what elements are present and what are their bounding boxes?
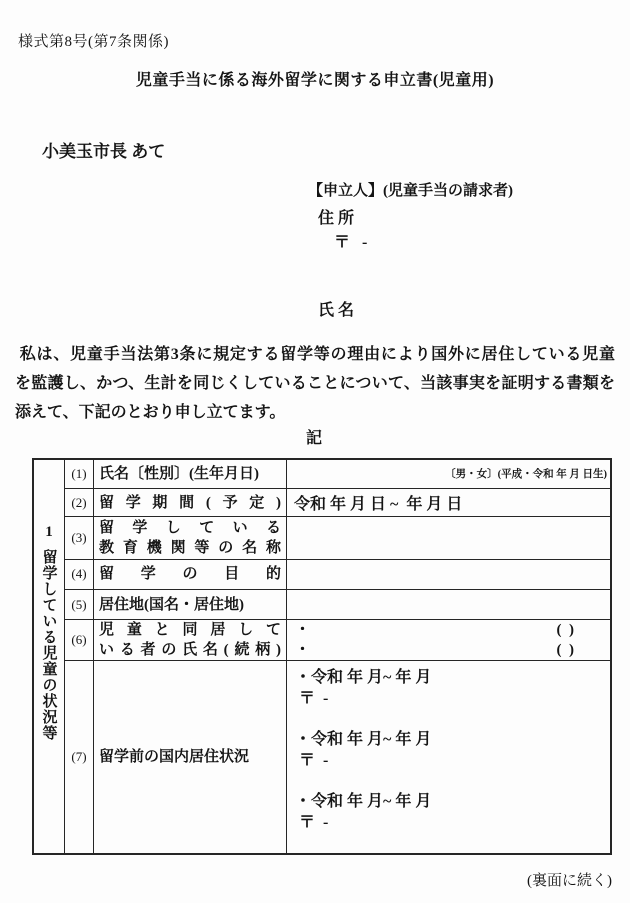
addressee-line: 小美玉市長 あて (42, 142, 166, 161)
table-row (65, 517, 610, 559)
row-label (94, 620, 287, 660)
row-number: (6) (65, 620, 94, 660)
continues-note: (裏面に続く) (527, 873, 612, 889)
table-row (65, 560, 610, 591)
document-title: 児童手当に係る海外留学に関する申立書(児童用) (135, 72, 495, 89)
period-postal: 〒 - (295, 689, 329, 707)
row-label (94, 517, 287, 558)
row-value: 〔男・女〕(平成・令和 年 月 日生) (445, 469, 607, 481)
address-label: 住 所 (318, 210, 355, 227)
cohabitant-entry (295, 620, 574, 640)
row-number: (5) (65, 590, 94, 619)
table-row (65, 489, 610, 518)
row-label-line: 児童と同居して (99, 621, 281, 638)
form-number: 様式第8号(第7条関係) (18, 34, 169, 50)
residence-period (295, 791, 610, 833)
paragraph-line: 私は、児童手当法第3条に規定する留学等の理由により国外に居住している児童 (15, 346, 615, 363)
residence-period (295, 667, 610, 709)
row-label-line: いる者の氏名(続柄) (99, 641, 281, 658)
row-label-text: 留学期間(予定) (99, 494, 281, 511)
study-status-table (32, 458, 612, 855)
table-row (65, 661, 610, 853)
row-number: (4) (65, 560, 94, 590)
row-value (287, 620, 610, 660)
row-number: (2) (65, 489, 94, 517)
bullet: ・ (295, 641, 311, 658)
paragraph-line: を監護し、かつ、生計を同じくしていることについて、当該事実を証明する書類を (15, 375, 615, 392)
row-label: 氏名〔性別〕(生年月日) (94, 460, 287, 488)
row-number: (7) (65, 661, 94, 853)
bullet: ・ (295, 621, 311, 638)
table-side-header (34, 460, 65, 853)
row-value (287, 517, 610, 558)
row-label-line: 留学している (99, 519, 281, 536)
table-row (65, 460, 610, 489)
relationship-parens: ( ) (556, 641, 574, 658)
postal-code-line: 〒 - (334, 234, 368, 251)
row-number: (3) (65, 517, 94, 558)
table-row (65, 620, 610, 661)
row-label-line: 教育機関等の名称 (99, 539, 281, 556)
row-label: 留学前の国内居住状況 (94, 661, 287, 853)
row-value (287, 560, 610, 590)
period-dates: ・令和 年 月~ 年 月 (295, 792, 432, 810)
applicant-section-header: 【申立人】(児童手当の請求者) (308, 183, 513, 199)
row-label (94, 560, 287, 590)
statement-paragraph (15, 340, 615, 427)
period-dates: ・令和 年 月~ 年 月 (295, 668, 432, 686)
row-value (287, 590, 610, 619)
period-postal: 〒 - (295, 813, 329, 831)
row-label: 居住地(国名・居住地) (94, 590, 287, 619)
period-dates: ・令和 年 月~ 年 月 (295, 730, 432, 748)
cohabitant-entry (295, 640, 574, 660)
table-rows (65, 460, 610, 853)
name-label: 氏 名 (318, 302, 355, 319)
ki-heading: 記 (305, 430, 324, 447)
paragraph-line: 添えて、下記のとおり申し立てます。 (15, 404, 286, 421)
side-header-number: 1 (45, 524, 53, 540)
row-number: (1) (65, 460, 94, 488)
period-postal: 〒 - (295, 751, 329, 769)
row-label-text: 留学の目的 (99, 566, 281, 583)
row-value: 令和 年 月 日 ~ 年 月 日 (294, 496, 463, 514)
relationship-parens: ( ) (556, 621, 574, 638)
table-row (65, 590, 610, 620)
residence-period (295, 729, 610, 771)
row-label (94, 489, 287, 517)
row-value (287, 661, 610, 853)
side-header-text: 留学している児童の状況等 (40, 549, 57, 741)
